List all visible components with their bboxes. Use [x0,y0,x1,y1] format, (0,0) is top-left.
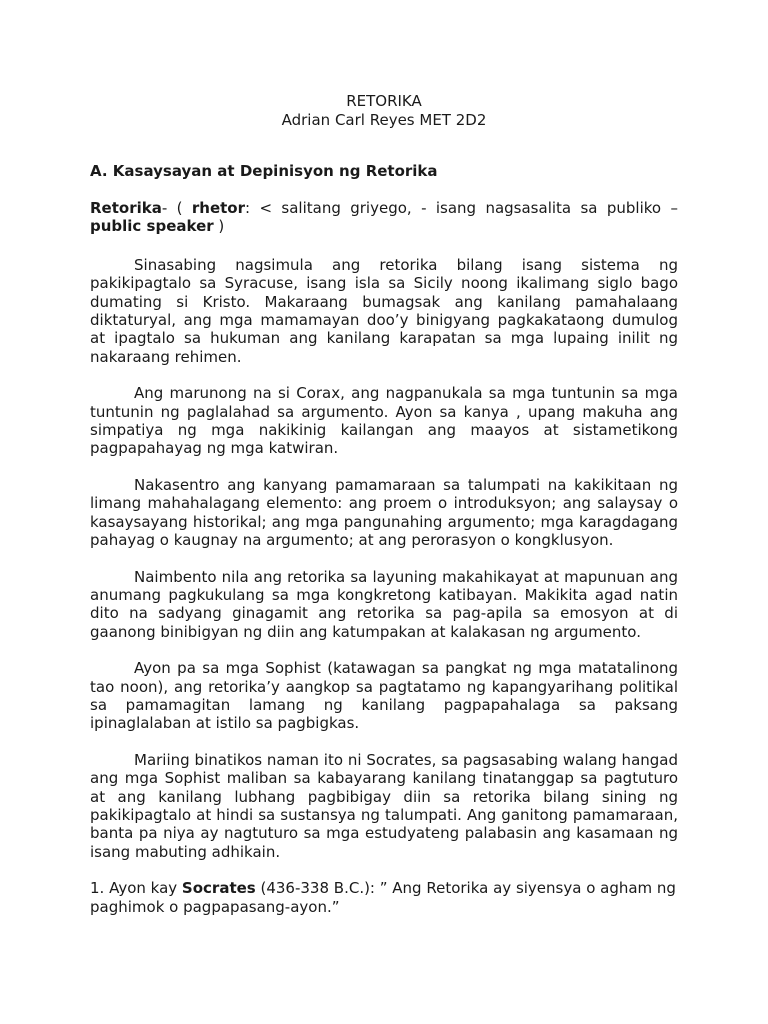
body-paragraph-3: Nakasentro ang kanyang pamamaraan sa talumpati na kakikitaan ng limang mahahalagang elemento: ang proem o introduksyon; ang salaysay o kasaysayang historikal; ang mga pangunahing argumento; mga karagdagang pahayag o kaugnay na argumento; at ang perorasyon o kongklusyon. [90,475,678,550]
definition-gloss: public speaker [90,217,214,236]
definition-root: rhetor [191,199,246,217]
body-paragraph-4: Naimbento nila ang retorika sa layuning makahikayat at mapunuan ang anumang pagkukulang sa mga kongkretong katibayan. Makikita agad natin dito na sadyang ginagamit ang retorika sa pag-apila sa emosyon at di gaanong binibigyan ng diin ang katumpakan at kalakasan ng argumento. [90,567,678,641]
definition-paragraph [90,199,678,236]
definition-term: Retorika [90,199,162,217]
body-paragraph-6: Mariing binatikos naman ito ni Socrates, sa pagsasabing walang hangad ang mga Sophist maliban sa kabayarang kanilang tinatanggap sa pagtuturo at ang kanilang lubhang pagbibigay diin sa retorika bilang sining ng pakikipagtalo at hindi sa sustansya ng talumpati. Ang ganitong pamamaraan, banta pa niya ay nagtuturo sa mga estudyateng palabasin ang kasamaan ng isang mabuting adhikain. [90,750,678,861]
document-author: Adrian Carl Reyes MET 2D2 [281,111,487,129]
body-paragraph-1: Sinasabing nagsimula ang retorika bilang isang sistema ng pakikipagtalo sa Syracuse, isang isla sa Sicily noong ikalimang siglo bago dumating si Kristo. Makaraang bumagsak ang kanilang pamahalaang diktaturyal, ang mga mamamayan doo’y binigyang pagkakataong dumulog at ipagtalo sa hukuman ang kanilang karapatan sa mga lupaing inilit ng nakaraang rehimen. [90,255,678,366]
body-paragraph-2: Ang marunong na si Corax, ang nagpanukala sa mga tuntunin sa mga tuntunin ng paglalahad sa argumento. Ayon sa kanya , upang makuha ang simpatiya ng mga nakikinig kailangan ang maayos at sistametikong pagpapahayag ng mga katwiran. [90,384,678,458]
definition-text-1: - ( [161,199,192,217]
section-heading: A. Kasaysayan at Depinisyon ng Retorika [90,162,438,180]
definition-text-3: ) [213,217,225,236]
quote-name: Socrates [181,879,256,898]
definition-text-2: : < salitang griyego, - isang nagsasalita sa publiko – [245,199,678,217]
numbered-quote [90,879,678,916]
quote-prefix: 1. Ayon kay [90,879,182,898]
body-paragraph-5: Ayon pa sa mga Sophist (katawagan sa pangkat ng mga matatalinong tao noon), ang retorika’y aangkop sa pagtatamo ng kapangyarihang politikal sa pamamagitan lamang ng kanilang pagpapahalaga sa paksang ipinaglalaban at istilo sa pagbigkas. [90,659,678,733]
quote-text: (436-338 B.C.): ” Ang Retorika ay siyensya o agham ng paghimok o pagpapasang-ayon.” [90,879,676,916]
document-title: RETORIKA [346,92,422,110]
